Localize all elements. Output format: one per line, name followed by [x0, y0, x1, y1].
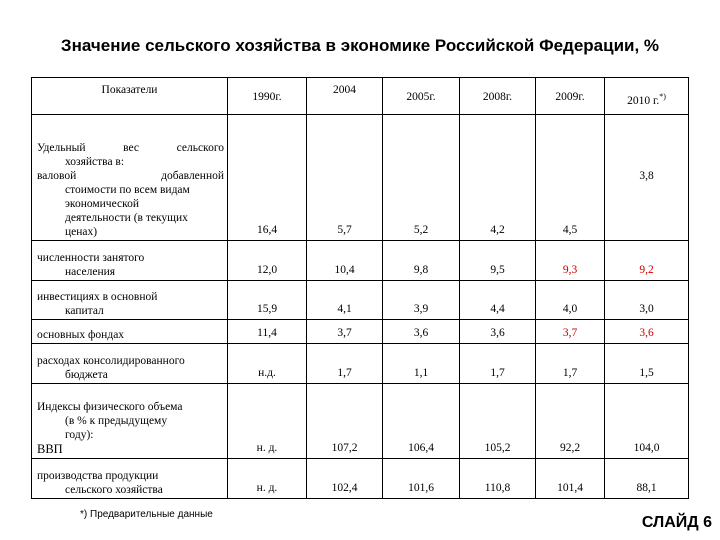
cell: 92,2 — [536, 384, 605, 459]
table-row — [32, 281, 689, 320]
table-row — [32, 344, 689, 384]
table-row — [32, 459, 689, 499]
row-label-agri: производства продукции сельского хозяйства — [32, 459, 228, 499]
table-row — [32, 384, 689, 459]
cell: 5,2 — [383, 115, 460, 241]
cell: 4,1 — [307, 281, 383, 320]
cell: н.д. — [228, 344, 307, 384]
cell: 4,4 — [460, 281, 536, 320]
cell: 4,0 — [536, 281, 605, 320]
cell: 4,2 — [460, 115, 536, 241]
cell: 110,8 — [460, 459, 536, 499]
cell: 9,8 — [383, 241, 460, 281]
cell-highlight: 9,3 — [536, 241, 605, 281]
table-row — [32, 241, 689, 281]
header-year-2004: 2004 — [307, 78, 383, 115]
footnote: *) Предварительные данные — [80, 509, 213, 520]
row-label-budget: расходах консолидированного бюджета — [32, 344, 228, 384]
page-title: Значение сельского хозяйства в экономике Российской Федерации, % — [60, 36, 660, 55]
header-year-2005: 2005г. — [383, 78, 460, 115]
cell-highlight: 3,7 — [536, 320, 605, 344]
cell: 1,7 — [536, 344, 605, 384]
cell: 1,7 — [307, 344, 383, 384]
cell: н. д. — [228, 384, 307, 459]
cell: 105,2 — [460, 384, 536, 459]
cell: 101,6 — [383, 459, 460, 499]
cell: 3,0 — [605, 281, 689, 320]
cell: 4,5 — [536, 115, 605, 241]
cell: 102,4 — [307, 459, 383, 499]
cell: 9,5 — [460, 241, 536, 281]
cell: н. д. — [228, 459, 307, 499]
cell-highlight: 9,2 — [605, 241, 689, 281]
cell: 15,9 — [228, 281, 307, 320]
cell: 1,1 — [383, 344, 460, 384]
header-indicators: Показатели — [32, 78, 228, 115]
row-label-gdp: Индексы физического объема (в % к предыдущему году): ВВП — [32, 384, 228, 459]
row-label-gva: Удельный вес сельского хозяйства в: валовой добавленной стоимости по всем видам экономической деятельности (в текущих ценах) — [32, 115, 228, 241]
header-year-2008: 2008г. — [460, 78, 536, 115]
cell: 88,1 — [605, 459, 689, 499]
cell: 5,7 — [307, 115, 383, 241]
cell: 104,0 — [605, 384, 689, 459]
cell: 101,4 — [536, 459, 605, 499]
header-year-1990: 1990г. — [228, 78, 307, 115]
row-label-fixed-assets: основных фондах — [32, 320, 228, 344]
cell: 11,4 — [228, 320, 307, 344]
cell: 106,4 — [383, 384, 460, 459]
cell: 10,4 — [307, 241, 383, 281]
cell: 107,2 — [307, 384, 383, 459]
cell: 1,5 — [605, 344, 689, 384]
footnote-mark: *) — [659, 92, 666, 101]
cell: 3,6 — [383, 320, 460, 344]
cell: 12,0 — [228, 241, 307, 281]
header-year-2010: 2010 г.*) — [605, 78, 689, 115]
header-row — [32, 78, 689, 115]
table-row — [32, 320, 689, 344]
header-year-2009: 2009г. — [536, 78, 605, 115]
row-label-employed: численности занятого населения — [32, 241, 228, 281]
cell: 16,4 — [228, 115, 307, 241]
cell: 3,8 — [605, 115, 689, 241]
cell: 1,7 — [460, 344, 536, 384]
cell: 3,9 — [383, 281, 460, 320]
cell: 3,7 — [307, 320, 383, 344]
cell: 3,6 — [460, 320, 536, 344]
row-label-investment: инвестициях в основной капитал — [32, 281, 228, 320]
slide-number: СЛАЙД 6 — [641, 514, 712, 531]
table-row — [32, 115, 689, 241]
data-table — [31, 77, 689, 499]
cell-highlight: 3,6 — [605, 320, 689, 344]
